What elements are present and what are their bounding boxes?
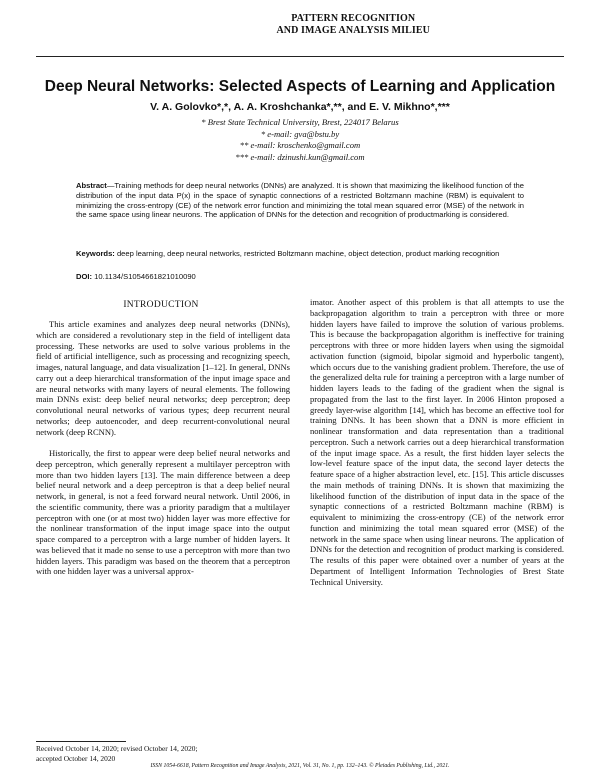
paragraph: imator. Another aspect of this problem is that all attempts to use the backpropagation algorithm to train a perceptron with three or more hidden layers have failed to improve the solution of various problems. This is because the backpropagation algorithm is ineffective for training perceptrons with three or more hidden layers when using the sigmoidal activation function (sigmoid, bipolar sigmoid and hyperbolic tangent), which occurs due to the vanishing gradient problem. Therefore, the use of the generalized delta rule for training a perceptron with a large number of hidden layers leads to the fading of the gradient when the signal is propagated from the last to the first layer. In 2006 Hinton proposed a greedy layer-wise algorithm [14], which has become an effective tool for training DNNs. It has been shown that a DNN is more efficient in nonlinear transformation and data representation than a traditional perceptron. Such a network carries out a deep hierarchical transformation of the input image space. As a result, the first hidden layer selects the low-level feature space of the input data, the second layer detects the feature space of a higher abstraction level, etc. [15]. This article discusses the main methods of training DNNs. It is shown that maximizing the likelihood function of the distribution of input data in the space of the synaptic connections of a restricted Boltzmann machine (RBM) is equivalent to minimizing the cross-entropy (CE) of the network error function and minimizing the total mean squared error (MSE) of the network in the same space when using linear neurons. The application of DNNs for the detection and recognition of product marking is considered. The results of this paper were obtained over a number of years at the Department of Intelligent Information Technologies of Brest State Technical University. bbox=[310, 297, 564, 587]
keywords bbox=[76, 249, 524, 259]
email-2: ** e-mail: kroschenko@gmail.com bbox=[239, 140, 361, 150]
affiliation: * Brest State Technical University, Brest, 224017 Belarus bbox=[201, 117, 399, 127]
journal-header bbox=[276, 13, 430, 36]
page-footer: ISSN 1054-6618, Pattern Recognition and Image Analysis, 2021, Vol. 31, No. 1, pp. 132–143. © Pleiades Publishing, Ltd., 2021. bbox=[150, 763, 450, 769]
paragraph: Historically, the first to appear were deep belief neural networks and deep perceptron, which generally represent a multilayer perceptron with more than two hidden layers [13]. The main difference between a deep belief neural network and a deep perceptron is that a deep belief neural network, in general, is not a feed forward neural network. Until 2006, in the scientific community, there was a priority paradigm that a multilayer perceptron with one (or at most two) hidden layer was more effective for the nonlinear transformation of the input image space into the output space compared to a perceptron with a large number of hidden layers. It was believed that it made no sense to use a perceptron with more than two hidden layers. This paradigm was based on the theorem that a perceptron with one hidden layer was a universal approx- bbox=[36, 448, 290, 577]
doi-text: 10.1134/S1054661821010090 bbox=[92, 272, 196, 281]
received-line-2: accepted October 14, 2020 bbox=[36, 753, 116, 763]
right-column bbox=[310, 297, 564, 587]
journal-name-line1: PATTERN RECOGNITION bbox=[291, 13, 416, 24]
section-heading-introduction: INTRODUCTION bbox=[123, 300, 199, 310]
abstract-text: —Training methods for deep neural networks (DNNs) are analyzed. It is shown that maximizing the likelihood function of the distribution of the input data P(x) in the space of synaptic connections of a restricted Boltzmann machine (RBM) is equivalent to minimizing the cross-entropy (CE) of the network error function and minimizing the total mean squared error (MSE) of the network in the same space using linear neurons. The application of DNNs for the detection and recognition of productmarking is considered. bbox=[76, 181, 524, 220]
paper-title: Deep Neural Networks: Selected Aspects of Learning and Application bbox=[44, 78, 556, 95]
abstract bbox=[76, 181, 524, 220]
email-3: *** e-mail: dzinushi.kun@gmail.com bbox=[235, 151, 365, 162]
received-line-1: Received October 14, 2020; revised October 14, 2020; bbox=[36, 744, 198, 753]
header-rule bbox=[36, 56, 564, 57]
paragraph: This article examines and analyzes deep neural networks (DNNs), which are considered a revolutionary step in the field of intelligent data processing. These networks are used to solve various problems in the field of artificial intelligence, such as processing and recognizing speech, images, natural language, and data visualization [1–12]. In general, DNNs carry out a deep hierarchical transformation of the input image space and are neural networks with many layers of neural elements. The following main DNNs exist: deep belief neural networks; deep perceptron; deep convolutional neural networks of various types; deep recurrent neural networks; deep autoencoder, and deep recurrent-convolutional neural network (deep RCNN). bbox=[36, 319, 290, 437]
doi-label: DOI: bbox=[76, 272, 93, 281]
keywords-label: Keywords: bbox=[76, 249, 115, 258]
doi bbox=[76, 272, 524, 282]
left-column bbox=[36, 319, 290, 577]
journal-name-line2: AND IMAGE ANALYSIS MILIEU bbox=[276, 24, 430, 36]
received-dates bbox=[36, 744, 296, 763]
footnote-rule bbox=[36, 741, 126, 742]
paper-authors: V. A. Golovko*,*, A. A. Kroshchanka*,**, and E. V. Mikhno*,*** bbox=[150, 101, 450, 113]
abstract-label: Abstract bbox=[76, 181, 107, 190]
keywords-text: deep learning, deep neural networks, restricted Boltzmann machine, object detection, product marking recognition bbox=[114, 249, 500, 258]
email-1: * e-mail: gva@bstu.by bbox=[260, 128, 340, 139]
affiliations bbox=[36, 117, 564, 163]
